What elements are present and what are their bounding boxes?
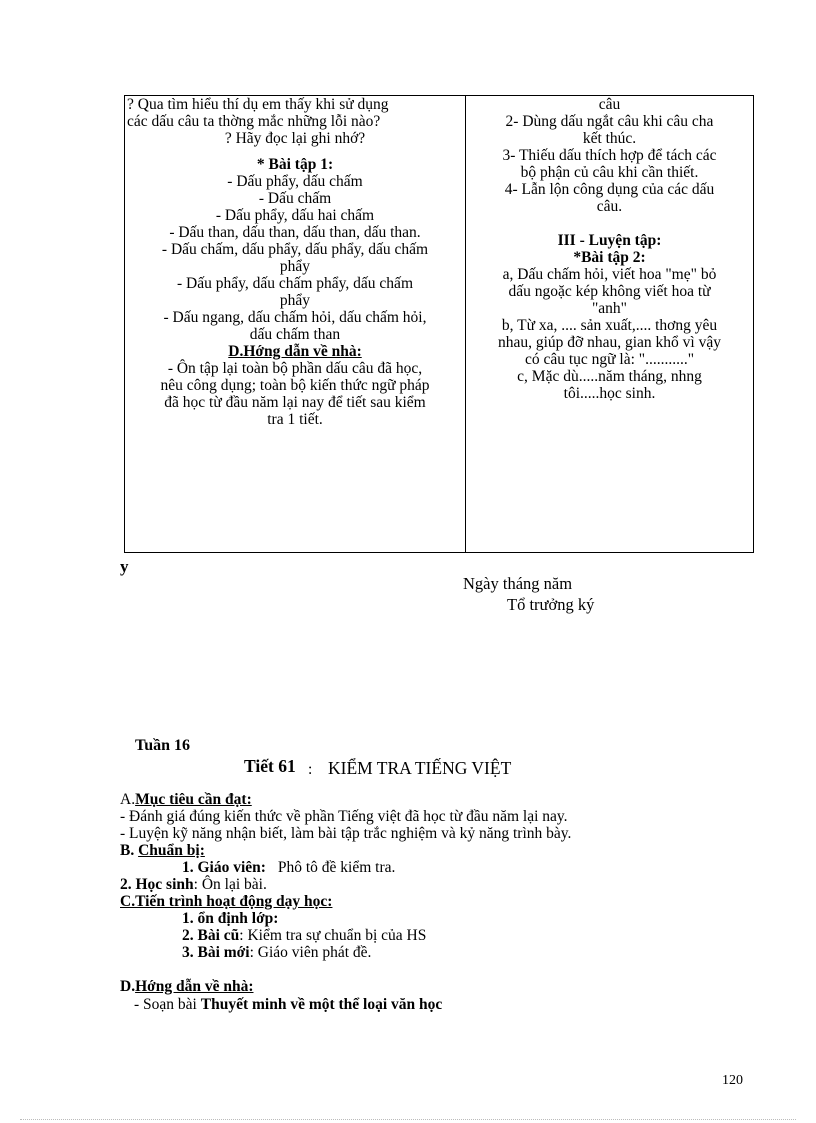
- right-line: có câu tục ngữ là: "...........": [524, 351, 695, 368]
- section-d-heading: [120, 978, 254, 995]
- left-line: - Dấu phẩy, dấu chấm: [227, 173, 363, 190]
- table-left-column: [125, 96, 466, 552]
- table-right-column: [466, 96, 753, 552]
- section-a-title: Mục tiêu cần đạt:: [135, 791, 252, 808]
- homework-heading: D.Hớng dẫn về nhà:: [228, 343, 362, 360]
- left-line: - Ôn tập lại toàn bộ phần dấu câu đã học,: [167, 360, 423, 377]
- section-b-title: Chuẩn bị:: [138, 842, 205, 859]
- page-number: 120: [722, 1073, 743, 1088]
- right-line: b, Từ xa, .... sản xuất,.... thơng yêu: [501, 317, 718, 334]
- teacher-text: Phô tô đề kiểm tra.: [277, 859, 396, 876]
- left-line: - Dấu phẩy, dấu chấm phẩy, dấu chấm: [177, 275, 413, 292]
- left-line: ? Qua tìm hiểu thí dụ em thấy khi sử dụng: [127, 96, 389, 113]
- right-line: a, Dấu chấm hỏi, viết hoa "mẹ" bỏ: [502, 266, 717, 283]
- objective-item: - Luyện kỹ năng nhận biết, làm bài tập trắc nghiệm và kỷ năng trình bày.: [120, 825, 572, 842]
- right-line: 2- Dùng dấu ngắt câu khi câu cha: [505, 113, 714, 130]
- student-text: : Ôn lại bài.: [193, 876, 267, 893]
- exercise-2-heading: *Bài tập 2:: [573, 249, 646, 266]
- left-line: - Dấu than, dấu than, dấu than, dấu than.: [169, 224, 421, 241]
- right-line: "anh": [591, 300, 628, 317]
- homework-line: [134, 996, 442, 1013]
- left-line: phẩy: [279, 292, 311, 309]
- left-line: các dấu câu ta thờng mắc những lỗi nào?: [127, 113, 381, 130]
- left-line: dấu chấm than: [249, 326, 341, 343]
- lesson-title: KIỂM TRA TIẾNG VIỆT: [328, 758, 512, 778]
- lesson-table: [124, 95, 754, 553]
- homework-prefix: - Soạn bài: [134, 996, 201, 1013]
- right-line: câu: [598, 96, 621, 113]
- teacher-label: 1. Giáo viên:: [182, 859, 266, 876]
- right-line: nhau, giúp đỡ nhau, gian khổ vì vậy: [497, 334, 721, 351]
- right-line: 4- Lẫn lộn công dụng của các dấu: [504, 181, 715, 198]
- period-label: Tiết 61: [244, 756, 296, 776]
- left-line: - Dấu ngang, dấu chấm hỏi, dấu chấm hỏi,: [163, 309, 427, 326]
- section-c-heading: C.Tiến trình hoạt động dạy học:: [120, 893, 333, 910]
- exercise-1-heading: * Bài tập 1:: [256, 156, 334, 173]
- stray-mark: y: [120, 557, 129, 576]
- left-line: đã học từ đầu năm lại nay để tiết sau kiểm: [164, 394, 426, 411]
- right-line: bộ phận củ câu khi cần thiết.: [520, 164, 699, 181]
- student-prep: [120, 876, 267, 893]
- step-3-label: 3. Bài mới: [182, 944, 250, 961]
- right-line: c, Mặc dù.....năm tháng, nhng: [517, 368, 702, 385]
- left-line: tra 1 tiết.: [267, 411, 323, 428]
- student-label: 2. Học sinh: [120, 876, 194, 893]
- step-1: 1. ổn định lớp:: [182, 910, 279, 927]
- left-line: - Dấu chấm: [258, 190, 332, 207]
- left-line: ? Hãy đọc lại ghi nhớ?: [224, 130, 366, 147]
- step-2: [182, 927, 426, 944]
- teacher-prep: [182, 859, 395, 876]
- objective-item: - Đánh giá đúng kiến thức về phần Tiếng việt đã học từ đầu năm lại nay.: [120, 808, 568, 825]
- step-2-text: : Kiểm tra sự chuẩn bị của HS: [239, 927, 427, 944]
- section-d-title: Hớng dẫn về nhà:: [135, 978, 254, 995]
- section-a-prefix: A.: [120, 791, 136, 808]
- homework-title: Thuyết minh về một thể loại văn học: [200, 996, 443, 1013]
- step-3: [182, 944, 371, 961]
- right-line: 3- Thiếu dấu thích hợp để tách các: [502, 147, 717, 164]
- right-line: kết thúc.: [582, 130, 637, 147]
- step-3-text: : Giáo viên phát đề.: [249, 944, 372, 961]
- page-bottom-rule: [20, 1119, 796, 1120]
- signature-signer: Tổ trưởng ký: [507, 595, 595, 614]
- section-d-prefix: D.: [120, 978, 136, 995]
- signature-date: Ngày tháng năm: [463, 574, 573, 593]
- period-separator: :: [308, 761, 313, 778]
- section-a-heading: [120, 791, 252, 808]
- section-b-heading: [120, 842, 205, 859]
- left-line: - Dấu chấm, dấu phẩy, dấu phẩy, dấu chấm: [161, 241, 429, 258]
- left-line: nêu công dụng; toàn bộ kiến thức ngữ pháp: [160, 377, 430, 394]
- right-line: câu.: [596, 198, 623, 215]
- step-2-label: 2. Bài cũ: [182, 927, 240, 944]
- right-line: dấu ngoặc kép không viết hoa từ: [508, 283, 711, 300]
- practice-heading: III - Luyện tập:: [557, 232, 662, 249]
- right-line: tôi.....học sinh.: [563, 385, 656, 402]
- left-line: phẩy: [279, 258, 311, 275]
- left-line: - Dấu phẩy, dấu hai chấm: [215, 207, 375, 224]
- week-label: Tuần 16: [135, 737, 190, 754]
- section-b-prefix: B.: [120, 842, 139, 859]
